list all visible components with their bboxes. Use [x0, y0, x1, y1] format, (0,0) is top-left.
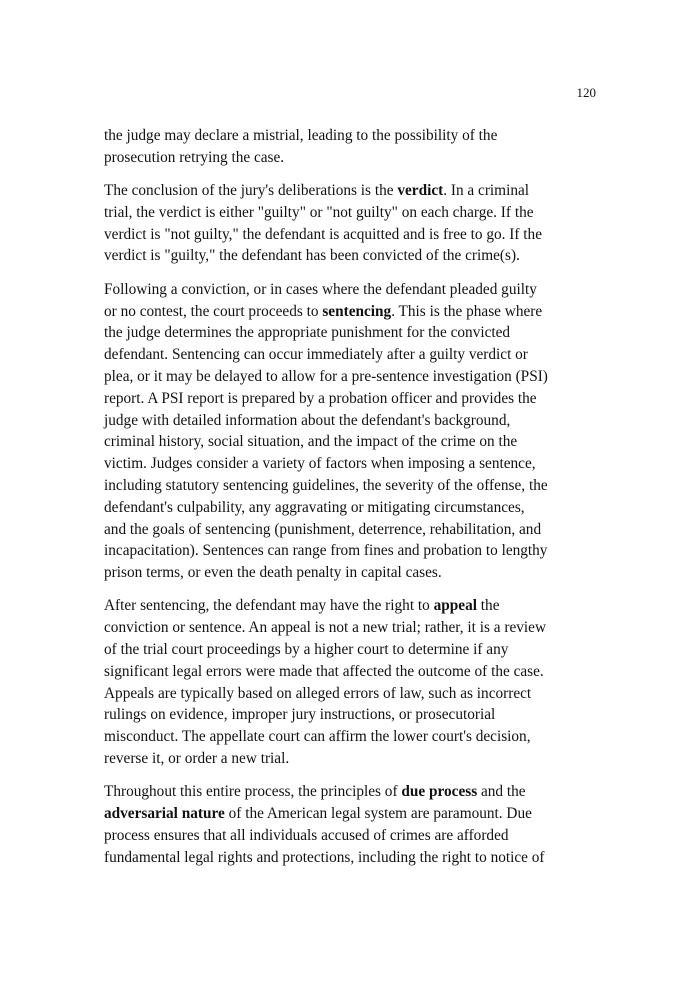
text-run: process ensures that all individuals accused of crimes are afforded — [104, 826, 509, 844]
text-line — [104, 595, 604, 617]
text-run: plea, or it may be delayed to allow for a pre-sentence investigation (PSI) — [104, 367, 548, 385]
text-line — [104, 388, 604, 410]
text-run: defendant's culpability, any aggravating or mitigating circumstances, — [104, 498, 525, 516]
text-run: the — [476, 597, 500, 615]
text-run: report. A PSI report is prepared by a probation officer and provides the — [104, 389, 537, 407]
text-line — [104, 847, 604, 869]
text-line — [104, 562, 604, 584]
text-run: Following a conviction, or in cases where the defendant pleaded guilty — [104, 280, 537, 298]
bold-term: adversarial nature — [104, 805, 225, 823]
text-line — [104, 497, 604, 519]
text-run: victim. Judges consider a variety of factors when imposing a sentence, — [104, 455, 536, 473]
text-line — [104, 431, 604, 453]
text-line — [104, 366, 604, 388]
text-run: rulings on evidence, improper jury instructions, or prosecutorial — [104, 706, 496, 724]
text-run: or no contest, the court proceeds to — [104, 302, 323, 320]
text-line — [104, 617, 604, 639]
text-line — [104, 279, 604, 301]
text-run: of the trial court proceedings by a higher court to determine if any — [104, 641, 509, 659]
text-run: misconduct. The appellate court can affirm the lower court's decision, — [104, 728, 531, 746]
paragraph — [104, 125, 604, 169]
text-run: . This is the phase where — [391, 302, 543, 320]
paragraph — [104, 279, 604, 584]
text-run: Throughout this entire process, the principles of — [104, 783, 402, 801]
text-run: conviction or sentence. An appeal is not a new trial; rather, it is a review — [104, 619, 546, 637]
text-run: prosecution retrying the case. — [104, 148, 285, 166]
text-line — [104, 748, 604, 770]
text-line — [104, 180, 604, 202]
text-line — [104, 224, 604, 246]
text-line — [104, 726, 604, 748]
text-line — [104, 781, 604, 803]
bold-term: appeal — [433, 597, 477, 615]
text-run: Appeals are typically based on alleged errors of law, such as incorrect — [104, 684, 532, 702]
paragraph — [104, 180, 604, 267]
text-line — [104, 410, 604, 432]
text-run: reverse it, or order a new trial. — [104, 750, 290, 768]
text-run: . In a criminal — [443, 182, 530, 200]
text-line — [104, 683, 604, 705]
text-run: judge with detailed information about the defendant's background, — [104, 411, 511, 429]
text-run: trial, the verdict is either "guilty" or "not guilty" on each charge. If the — [104, 203, 534, 221]
text-run: including statutory sentencing guidelines, the severity of the offense, the — [104, 476, 548, 494]
text-line — [104, 661, 604, 683]
text-run: fundamental legal rights and protections, including the right to notice of — [104, 848, 545, 866]
text-run: significant legal errors were made that affected the outcome of the case. — [104, 662, 544, 680]
text-line — [104, 825, 604, 847]
paragraph — [104, 781, 604, 868]
text-line — [104, 704, 604, 726]
text-line — [104, 125, 604, 147]
document-body — [104, 125, 604, 880]
text-run: The conclusion of the jury's deliberations is the — [104, 182, 398, 200]
text-run: prison terms, or even the death penalty in capital cases. — [104, 564, 442, 582]
text-run: criminal history, social situation, and the impact of the crime on the — [104, 433, 518, 451]
text-run: incapacitation). Sentences can range from fines and probation to lengthy — [104, 542, 548, 560]
text-run: the judge determines the appropriate punishment for the convicted — [104, 324, 511, 342]
text-line — [104, 322, 604, 344]
text-run: verdict is "not guilty," the defendant is acquitted and is free to go. If the — [104, 225, 542, 243]
bold-term: due process — [401, 783, 478, 801]
text-run: After sentencing, the defendant may have the right to — [104, 597, 434, 615]
text-line — [104, 453, 604, 475]
text-line — [104, 639, 604, 661]
page-number: 120 — [576, 85, 596, 100]
text-run: and the — [477, 783, 526, 801]
text-line — [104, 147, 604, 169]
text-run: and the goals of sentencing (punishment, deterrence, rehabilitation, and — [104, 520, 542, 538]
text-run: the judge may declare a mistrial, leading to the possibility of the — [104, 127, 498, 144]
text-line — [104, 202, 604, 224]
paragraph — [104, 595, 604, 769]
text-line — [104, 344, 604, 366]
text-line — [104, 301, 604, 323]
text-run: of the American legal system are paramount. Due — [224, 805, 532, 823]
text-line — [104, 519, 604, 541]
text-line — [104, 245, 604, 267]
text-line — [104, 540, 604, 562]
bold-term: verdict — [397, 182, 444, 200]
text-run: defendant. Sentencing can occur immediately after a guilty verdict or — [104, 346, 528, 364]
bold-term: sentencing — [322, 302, 392, 320]
text-line — [104, 475, 604, 497]
text-line — [104, 803, 604, 825]
text-run: verdict is "guilty," the defendant has been convicted of the crime(s). — [104, 247, 520, 265]
